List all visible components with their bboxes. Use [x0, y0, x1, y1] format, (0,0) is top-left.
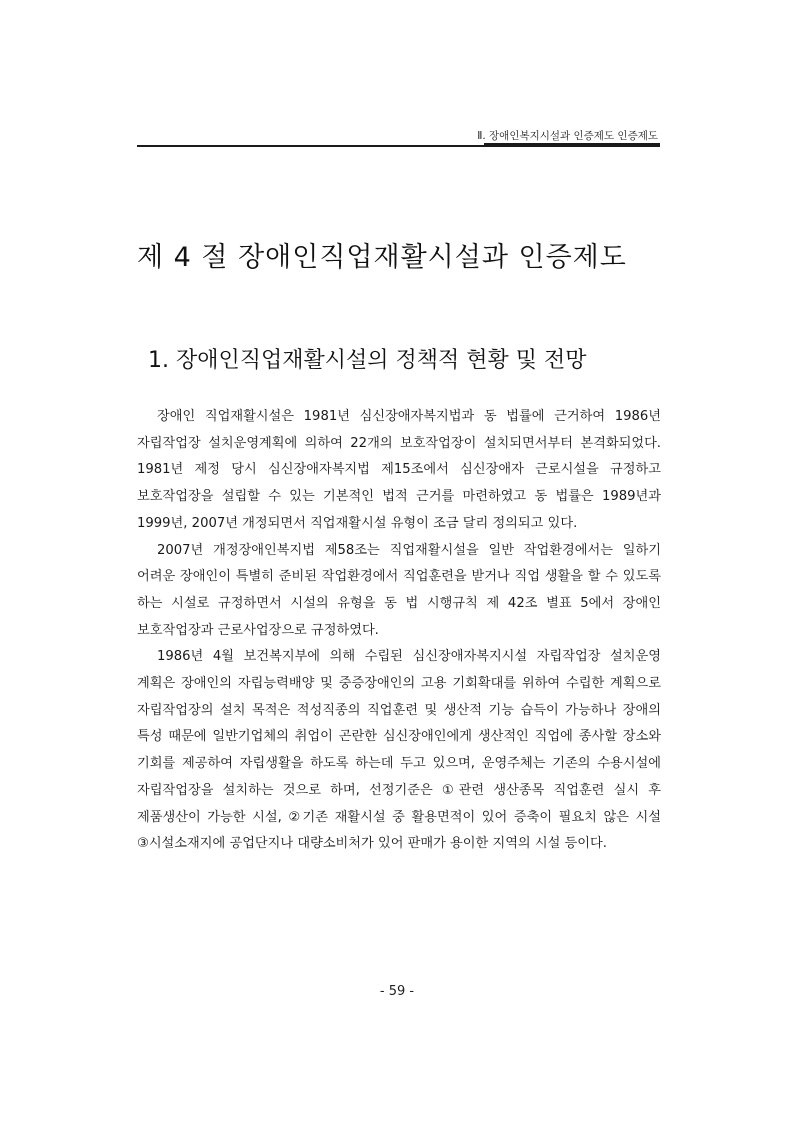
- paragraph: 장애인 직업재활시설은 1981년 심신장애자복지법과 동 법률에 근거하여 1986년 자립작업장 설치운영계획에 의하여 22개의 보호작업장이 설치되면서부터 본격화되었다. 1981년 제정 당시 심신장애자복지법 제15조에서 심신장애자 근로시설을 규정하고 보호작업장을 설립할 수 있는 기본적인 법적 근거를 마련하였고 동 법률은 1989년과 1999년, 2007년 개정되면서 직업재활시설 유형이 조금 달리 정의되고 있다.: [137, 409, 661, 531]
- subsection-title: 1. 장애인직업재활시설의 정책적 현황 및 전망: [148, 348, 587, 373]
- paragraph: 1986년 4월 보건복지부에 의해 수립된 심신장애자복지시설 자립작업장 설치운영 계획은 장애인의 자립능력배양 및 중증장애인의 고용 기회확대를 위하여 수립한 계획으로 자립작업장의 설치 목적은 적성직종의 직업훈련 및 생산적 기능 습득이 가능하나 장애의 특성 때문에 일반기업체의 취업이 곤란한 심신장애인에게 생산적인 직업에 종사할 장소와 기회를 제공하여 자립생활을 하도록 하는데 두고 있으며, 운영주체는 기존의 수용시설에 자립작업장을 설치하는 것으로 하며, 선정기준은 ①관련 생산종목 직업훈련 실시 후 제품생산이 가능한 시설, ②기존 재활시설 중 활용면적이 있어 증축이 필요치 않은 시설 ③시설소재지에 공업단지나 대량소비처가 있어 판매가 용이한 지역의 시설 등이다.: [137, 649, 661, 852]
- section-title: 제 4 절 장애인직업재활시설과 인증제도: [137, 242, 627, 273]
- body-text: [137, 404, 661, 858]
- page-number: - 59 -: [379, 984, 415, 999]
- header-rule-accent: [484, 143, 660, 147]
- paragraph: 2007년 개정장애인복지법 제58조는 직업재활시설을 일반 작업환경에서는 일하기 어려운 장애인이 특별히 준비된 작업환경에서 직업훈련을 받거나 직업 생활을 할 수 있도록 하는 시설로 규정하면서 시설의 유형을 동 법 시행규칙 제 42조 별표 5에서 장애인 보호작업장과 근로사업장으로 규정하였다.: [137, 542, 661, 638]
- running-header: Ⅱ. 장애인복지시설과 인증제도 인증제도: [477, 130, 658, 142]
